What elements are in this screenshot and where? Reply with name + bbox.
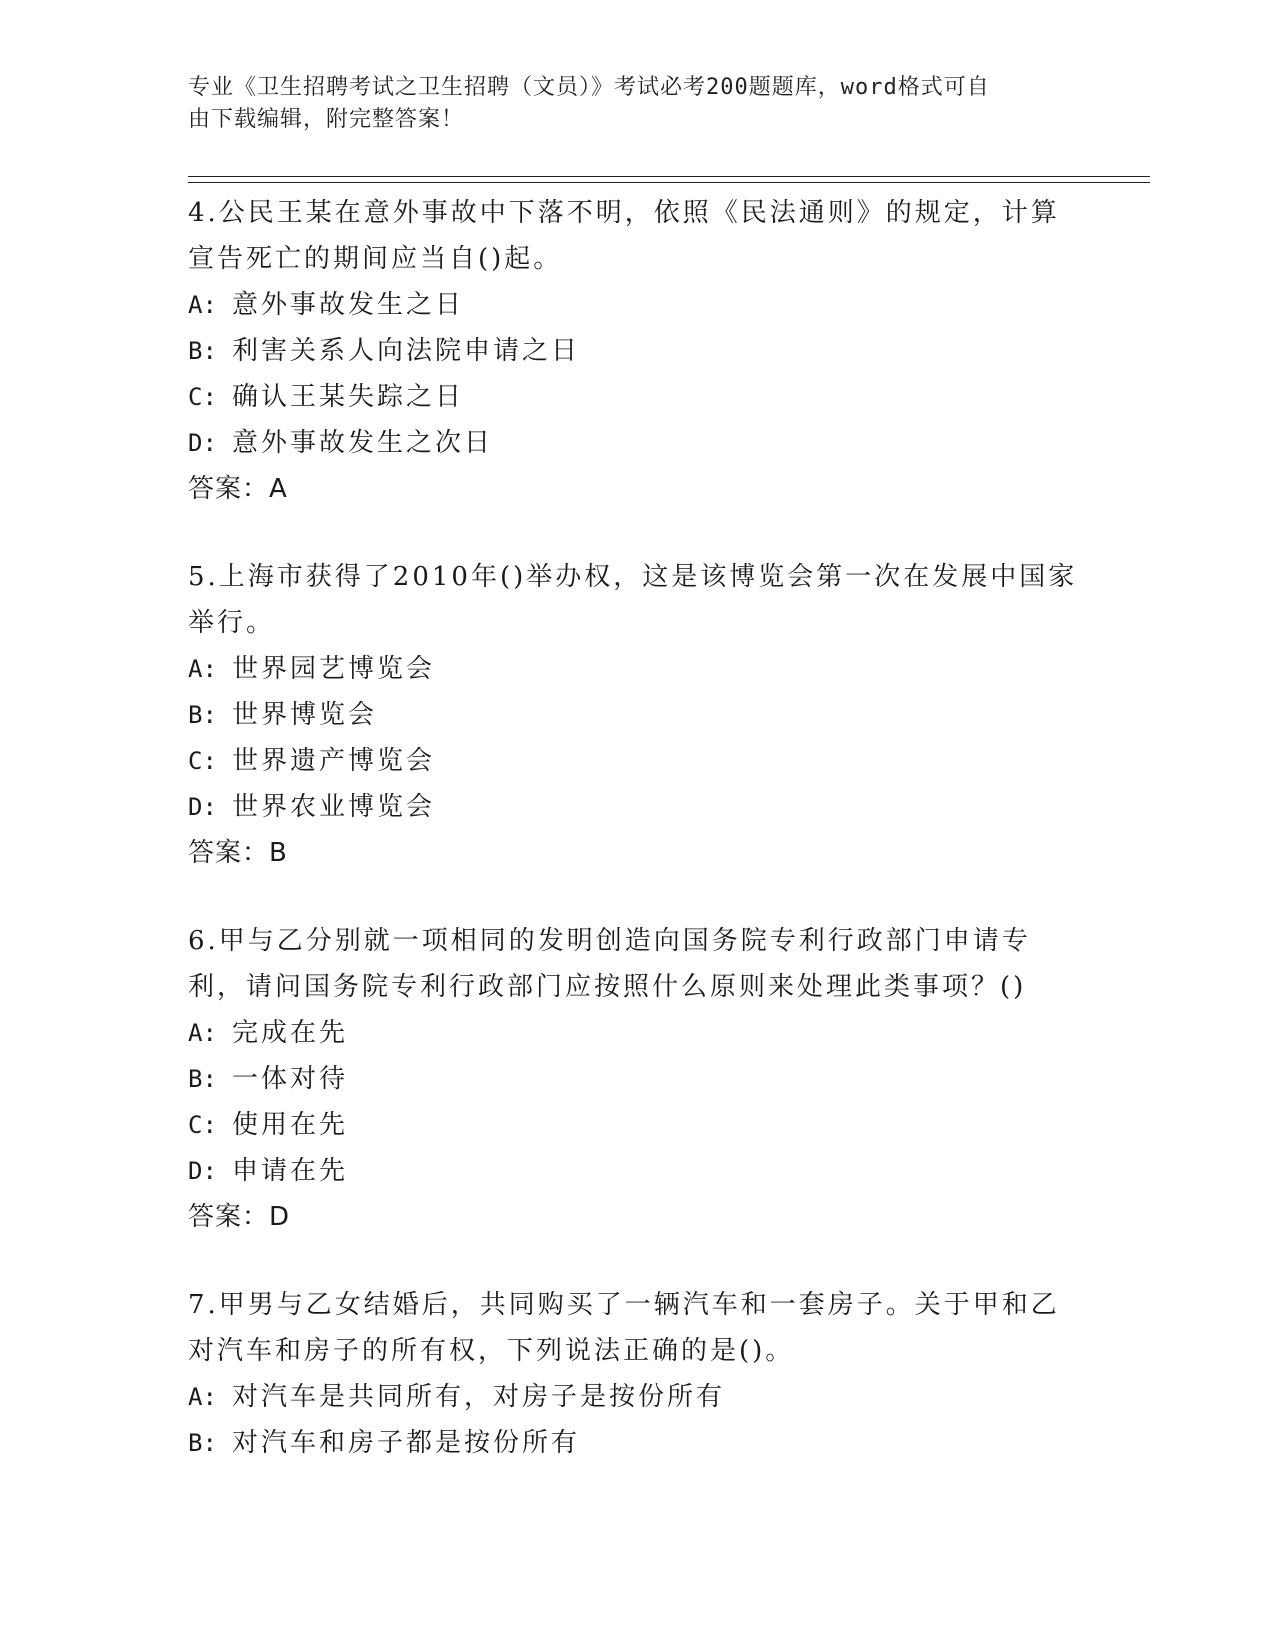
option-d	[188, 784, 1088, 830]
document-header	[188, 72, 1068, 136]
option-letter: A:	[188, 291, 217, 319]
header-line-1: 专业《卫生招聘考试之卫生招聘（文员）》考试必考200题题库，word格式可自	[188, 75, 990, 100]
option-letter: A:	[188, 1019, 217, 1047]
option-a	[188, 646, 1088, 692]
option-text: 世界遗产博览会	[232, 746, 436, 776]
option-text: 意外事故发生之日	[232, 290, 465, 320]
option-b	[188, 328, 1088, 374]
answer-line: 答案：B	[188, 838, 288, 868]
option-letter: C:	[188, 1111, 217, 1139]
option-text: 一体对待	[232, 1064, 349, 1094]
option-text: 世界园艺博览会	[232, 654, 436, 684]
option-text: 使用在先	[232, 1110, 349, 1140]
option-letter: D:	[188, 429, 217, 457]
option-letter: D:	[188, 1157, 217, 1185]
option-c	[188, 1102, 1088, 1148]
question-4	[188, 190, 1088, 512]
answer-line: 答案：A	[188, 474, 288, 504]
option-text: 完成在先	[232, 1018, 349, 1048]
option-b	[188, 692, 1088, 738]
option-letter: A:	[188, 1383, 217, 1411]
option-text: 对汽车是共同所有，对房子是按份所有	[232, 1382, 726, 1412]
option-letter: D:	[188, 793, 217, 821]
option-d	[188, 420, 1088, 466]
option-letter: B:	[188, 701, 217, 729]
option-text: 利害关系人向法院申请之日	[232, 336, 581, 366]
option-c	[188, 738, 1088, 784]
header-divider-top	[188, 176, 1150, 177]
option-text: 世界农业博览会	[232, 792, 436, 822]
option-letter: A:	[188, 655, 217, 683]
option-text: 世界博览会	[232, 700, 378, 730]
option-letter: C:	[188, 747, 217, 775]
option-text: 确认王某失踪之日	[232, 382, 465, 412]
option-a	[188, 1010, 1088, 1056]
answer-line: 答案：D	[188, 1202, 291, 1232]
option-c	[188, 374, 1088, 420]
question-text: 4.公民王某在意外事故中下落不明，依照《民法通则》的规定，计算宣告死亡的期间应当自()起。	[188, 198, 1060, 274]
option-text: 对汽车和房子都是按份所有	[232, 1428, 581, 1458]
option-a	[188, 282, 1088, 328]
option-a	[188, 1374, 1088, 1420]
option-letter: B:	[188, 1429, 217, 1457]
option-text: 申请在先	[232, 1156, 349, 1186]
option-text: 意外事故发生之次日	[232, 428, 494, 458]
option-letter: B:	[188, 1065, 217, 1093]
question-7	[188, 1282, 1088, 1466]
header-divider-bottom	[188, 182, 1150, 183]
question-text: 7.甲男与乙女结婚后，共同购买了一辆汽车和一套房子。关于甲和乙对汽车和房子的所有权，下列说法正确的是()。	[188, 1290, 1060, 1366]
option-d	[188, 1148, 1088, 1194]
question-list	[188, 190, 1088, 1508]
question-6	[188, 918, 1088, 1240]
header-line-2: 由下载编辑，附完整答案！	[188, 107, 465, 132]
question-5	[188, 554, 1088, 876]
option-letter: B:	[188, 337, 217, 365]
option-b	[188, 1420, 1088, 1466]
question-text: 5.上海市获得了2010年()举办权，这是该博览会第一次在发展中国家举行。	[188, 562, 1078, 638]
option-letter: C:	[188, 383, 217, 411]
question-text: 6.甲与乙分别就一项相同的发明创造向国务院专利行政部门申请专利，请问国务院专利行政部门应按照什么原则来处理此类事项？()	[188, 926, 1031, 1002]
option-b	[188, 1056, 1088, 1102]
